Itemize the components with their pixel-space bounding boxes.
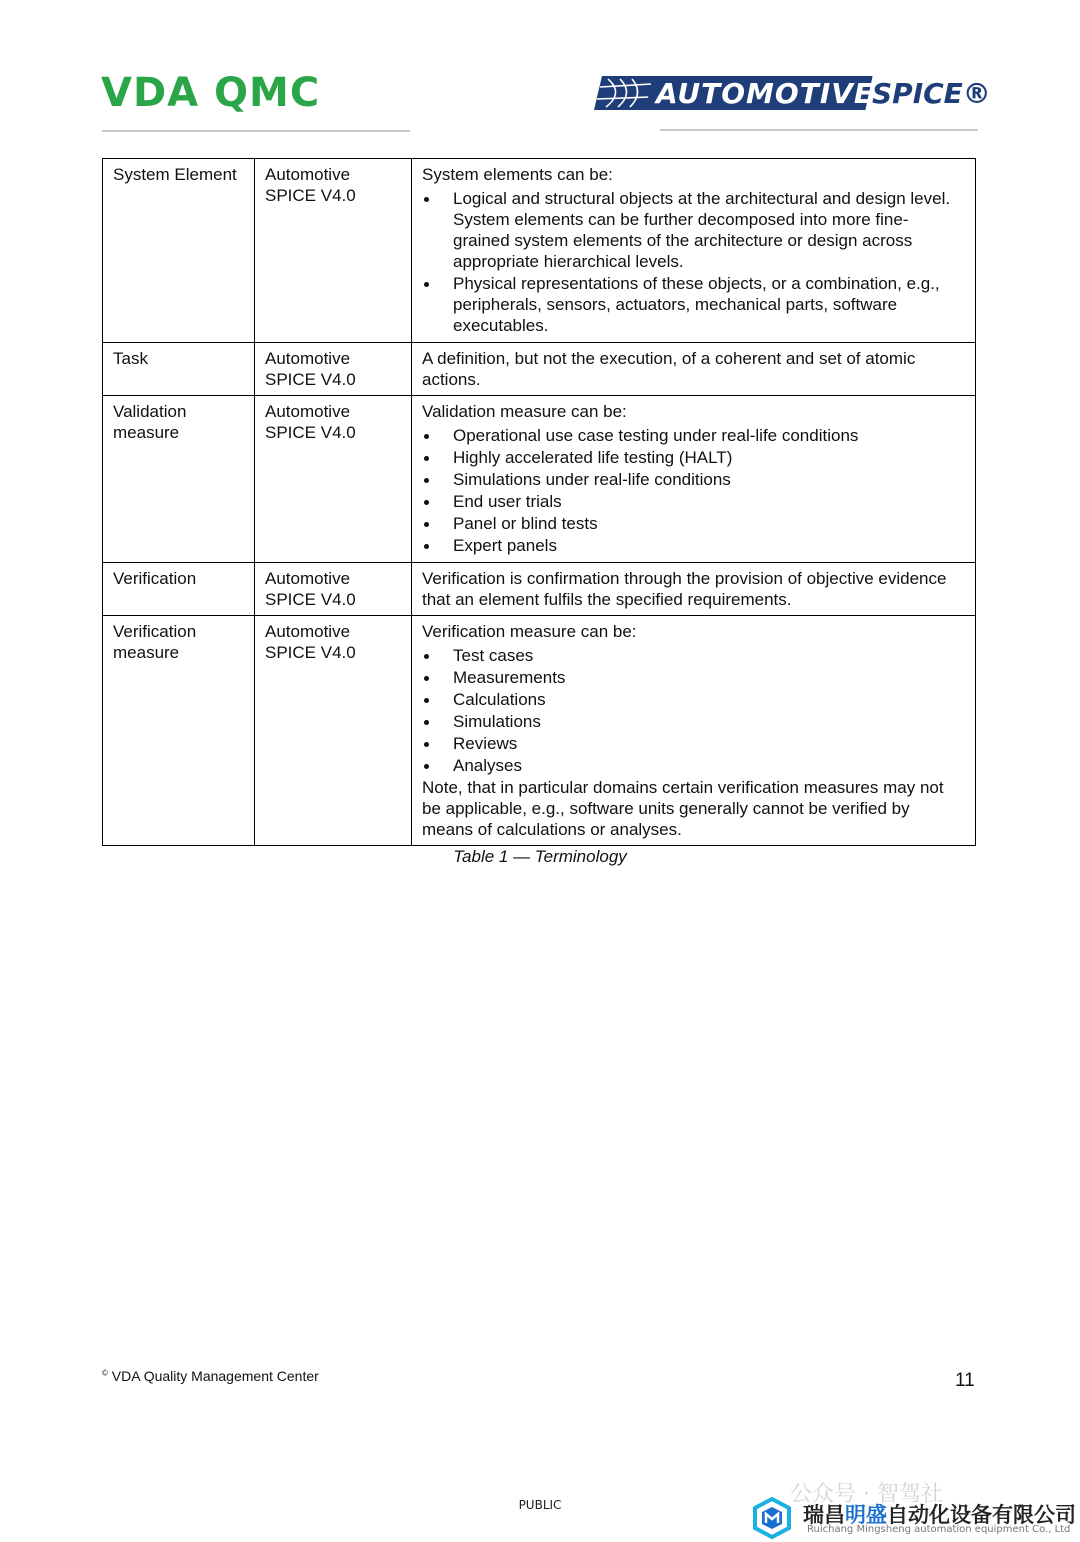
globe-grid-icon [594,76,654,110]
term-cell: System Element [103,159,255,343]
term-cell: Task [103,343,255,396]
definition-cell [412,159,976,343]
source-cell: Automotive SPICE V4.0 [255,616,412,846]
list-item: Expert panels [422,535,965,556]
definition-note: Note, that in particular domains certain verification measures may not be applicable, e.g., software units generally cannot be verified by means of calculations or analyses. [422,778,944,839]
spice-logo-word: SPICE® [872,77,991,110]
copyright-text: VDA Quality Management Center [111,1368,319,1384]
page-header [0,0,1080,140]
list-item: Physical representations of these objects, or a combination, e.g., peripherals, sensors, actuators, mechanical parts, software executables. [422,273,965,336]
header-divider-left [102,130,410,132]
definition-cell [412,343,976,396]
term-cell: Verification [103,563,255,616]
list-item: Calculations [422,689,965,710]
list-item: Reviews [422,733,965,754]
company-name-post: 自动化设备有限公司 [887,1503,1076,1527]
list-item: Test cases [422,645,965,666]
list-item: Simulations under real-life conditions [422,469,965,490]
list-item: Analyses [422,755,965,776]
definition-cell [412,563,976,616]
terminology-table-body [103,159,976,846]
watermark-company-name-en: Ruichang Mingsheng automation equipment Co., Ltd [807,1524,1071,1535]
table-row [103,616,976,846]
automotive-spice-logo [594,76,991,110]
header-divider-right [660,129,978,131]
definition-intro: Validation measure can be: [422,402,627,421]
spice-logo-band-text: AUTOMOTIVE [656,77,875,110]
company-name-pre: 瑞昌 [803,1503,845,1527]
watermark-faint-text: 公众号 · 智驾社 [790,1482,943,1507]
vda-qmc-logo: VDA QMC [101,70,321,116]
classification-label: PUBLIC [518,1498,562,1512]
definition-intro: A definition, but not the execution, of a coherent and set of atomic actions. [422,349,916,389]
copyright-symbol: © [102,1368,108,1378]
list-item: Simulations [422,711,965,732]
source-cell: Automotive SPICE V4.0 [255,563,412,616]
company-hexagon-logo-icon [752,1497,792,1539]
definition-intro: Verification measure can be: [422,622,637,641]
term-cell: Verification measure [103,616,255,846]
page-number: 11 [955,1370,975,1391]
terminology-table [102,158,976,846]
definition-bullet-list [422,645,965,776]
table-row [103,396,976,563]
definition-bullet-list [422,425,965,556]
source-cell: Automotive SPICE V4.0 [255,396,412,563]
list-item: Logical and structural objects at the architectural and design level. System elements can be further decomposed into more fine-grained system elements of the architecture or design across appropriate hierarchical levels. [422,188,965,272]
definition-cell [412,616,976,846]
source-cell: Automotive SPICE V4.0 [255,343,412,396]
definition-intro: Verification is confirmation through the provision of objective evidence that an element fulfils the specified requirements. [422,569,947,609]
table-row [103,563,976,616]
table-row [103,159,976,343]
definition-bullet-list [422,188,965,336]
list-item: Panel or blind tests [422,513,965,534]
term-cell: Validation measure [103,396,255,563]
definition-intro: System elements can be: [422,165,613,184]
definition-cell [412,396,976,563]
table-row [103,343,976,396]
list-item: Measurements [422,667,965,688]
list-item: Operational use case testing under real-life conditions [422,425,965,446]
source-cell: Automotive SPICE V4.0 [255,159,412,343]
list-item: Highly accelerated life testing (HALT) [422,447,965,468]
footer-copyright [102,1368,319,1384]
table-caption: Table 1 — Terminology [453,847,627,866]
list-item: End user trials [422,491,965,512]
company-name-highlight: 明盛 [845,1503,887,1527]
